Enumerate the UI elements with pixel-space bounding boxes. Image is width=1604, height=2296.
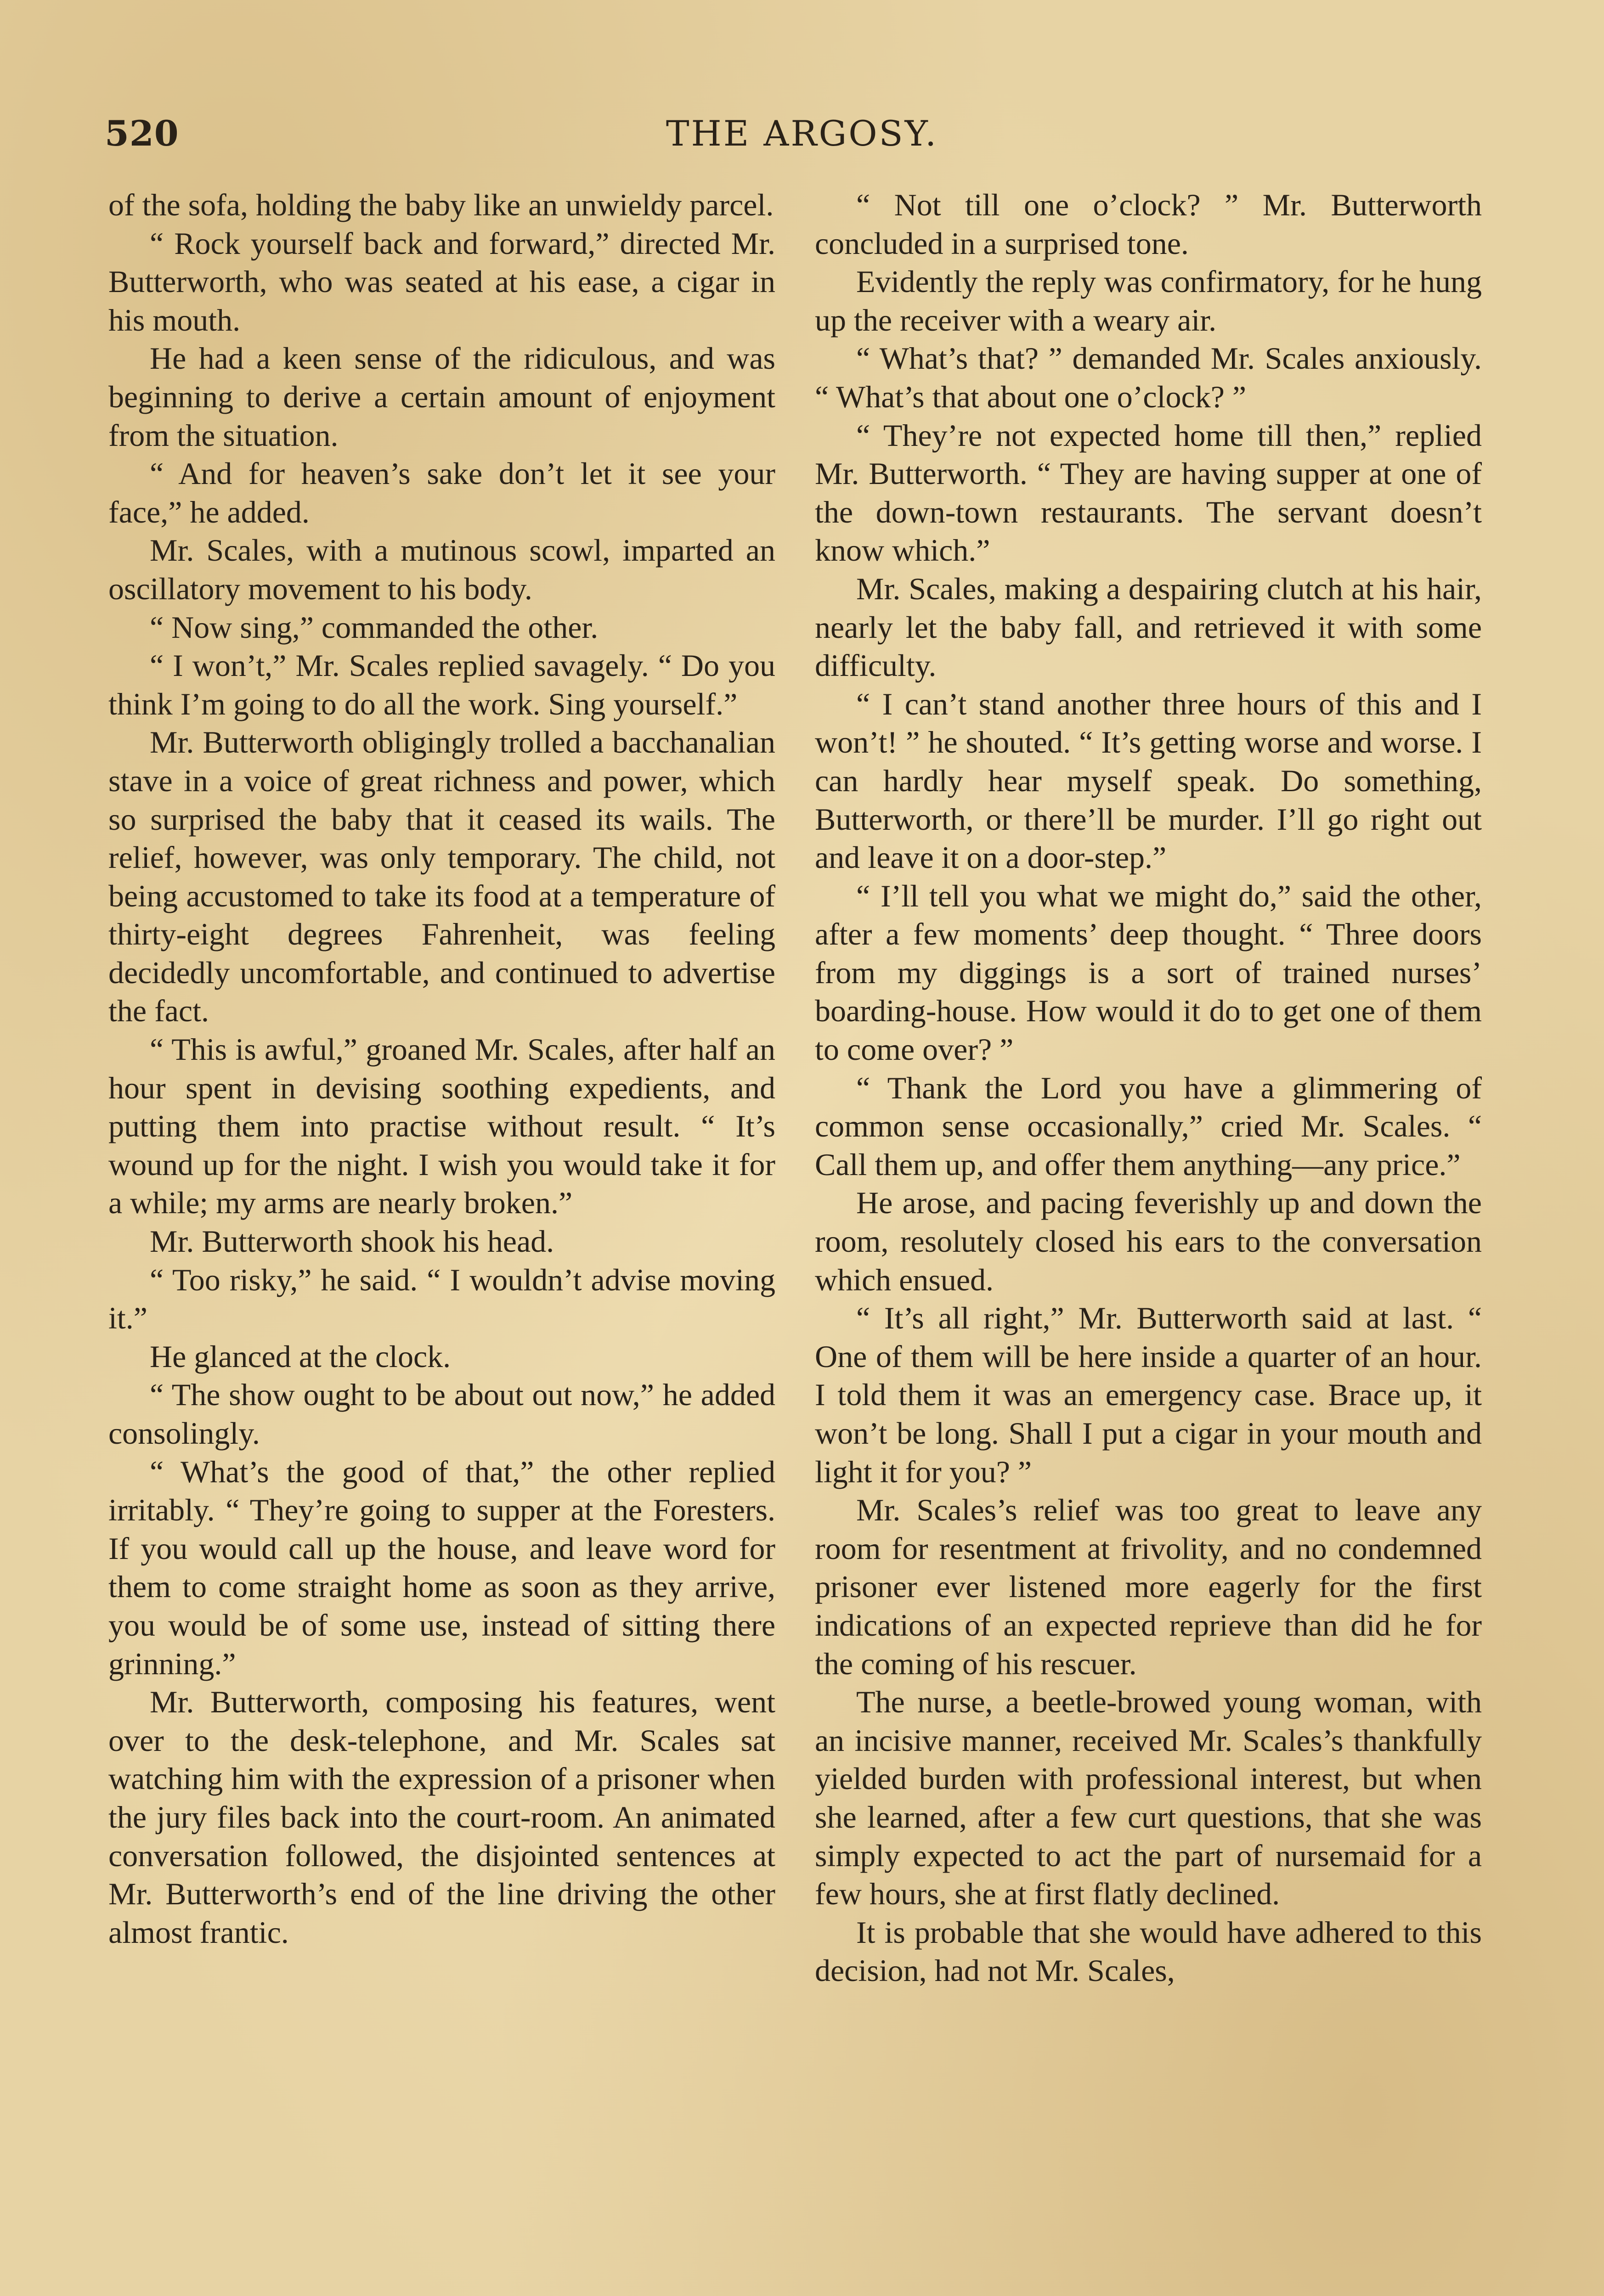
- paragraph: “ They’re not expected home till then,” replied Mr. Butterworth. “ They are having supper at one of the down-town restaurants. The servant doesn’t know which.”: [815, 417, 1482, 568]
- paragraph: Mr. Scales, making a despairing clutch at his hair, nearly let the baby fall, and retrieved it with some difficulty.: [815, 571, 1482, 683]
- paragraph: “ Rock yourself back and forward,” directed Mr. Butterworth, who was seated at his ease, a cigar in his mouth.: [108, 225, 775, 338]
- paragraph: “ This is awful,” groaned Mr. Scales, after half an hour spent in devising soothing expedients, and putting them into practise without result. “ It’s wound up for the night. I wish you would take it for a while; my arms are nearly broken.”: [108, 1032, 775, 1221]
- paragraph: of the sofa, holding the baby like an unwieldy parcel.: [108, 187, 774, 222]
- paragraph: Mr. Butterworth shook his head.: [150, 1224, 554, 1259]
- paragraph: The nurse, a beetle-browed young woman, with an incisive manner, received Mr. Scales’s thankfully yielded burden with professional interest, but when she learned, after a few curt questions, that she was simply expected to act the part of nursemaid for a few hours, she at first flatly declined.: [815, 1684, 1482, 1912]
- paragraph: “ It’s all right,” Mr. Butterworth said at last. “ One of them will be here inside a quarter of an hour. I told them it was an emergency case. Brace up, it won’t be long. Shall I put a cigar in your mouth and light it for you? ”: [815, 1300, 1482, 1489]
- paragraph: It is probable that she would have adhered to this decision, had not Mr. Scales,: [815, 1914, 1482, 1988]
- text-column-left: [108, 186, 775, 1952]
- paragraph: “ And for heaven’s sake don’t let it see your face,” he added.: [108, 456, 775, 529]
- paragraph: Mr. Butterworth obligingly trolled a bacchanalian stave in a voice of great richness and power, which so surprised the baby that it ceased its wails. The relief, however, was only temporary. The child, not being accustomed to take its food at a temperature of thirty-eight degrees Fahrenheit, was feeling decidedly uncomfortable, and continued to advertise the fact.: [108, 725, 775, 1029]
- paragraph: “ I won’t,” Mr. Scales replied savagely. “ Do you think I’m going to do all the work. Sing yourself.”: [108, 648, 775, 721]
- paragraph: “ I’ll tell you what we might do,” said the other, after a few moments’ deep thought. “ Three doors from my diggings is a sort of trained nurses’ boarding-house. How would it do to get one of them to come over? ”: [815, 878, 1482, 1067]
- paragraph: “ Thank the Lord you have a glimmering of common sense occasionally,” cried Mr. Scales. “ Call them up, and offer them anything—any price.”: [815, 1070, 1482, 1182]
- paragraph: “ Too risky,” he said. “ I wouldn’t advise moving it.”: [108, 1262, 775, 1336]
- paragraph: “ Now sing,” commanded the other.: [150, 609, 599, 645]
- paragraph: Mr. Scales, with a mutinous scowl, imparted an oscillatory movement to his body.: [108, 533, 775, 606]
- paragraph: “ The show ought to be about out now,” he added consolingly.: [108, 1377, 775, 1451]
- page-number: 520: [105, 113, 179, 154]
- paragraph: Mr. Scales’s relief was too great to leave any room for resentment at frivolity, and no condemned prisoner ever listened more eagerly for the first indications of an expected reprieve than did he for the coming of his rescuer.: [815, 1492, 1482, 1681]
- paragraph: He had a keen sense of the ridiculous, and was beginning to derive a certain amount of enjoyment from the situation.: [108, 341, 775, 453]
- running-head: THE ARGOSY.: [666, 113, 938, 154]
- paragraph: “ What’s that? ” demanded Mr. Scales anxiously. “ What’s that about one o’clock? ”: [815, 341, 1482, 414]
- paragraph: Mr. Butterworth, composing his features, went over to the desk-telephone, and Mr. Scales sat watching him with the expression of a prisoner when the jury files back into the court-room. An animated conversation followed, the disjointed sentences at Mr. Butterworth’s end of the line driving the other almost frantic.: [108, 1684, 775, 1950]
- paragraph: “ What’s the good of that,” the other replied irritably. “ They’re going to supper at the Foresters. If you would call up the house, and leave word for them to come straight home as soon as they arrive, you would be of some use, instead of sitting there grinning.”: [108, 1454, 775, 1681]
- paragraph: Evidently the reply was confirmatory, for he hung up the receiver with a weary air.: [815, 264, 1482, 338]
- paragraph: “ I can’t stand another three hours of this and I won’t! ” he shouted. “ It’s getting worse and worse. I can hardly hear myself speak. Do something, Butterworth, or there’ll be murder. I’ll go right out and leave it on a door-step.”: [815, 686, 1482, 875]
- text-column-right: [815, 186, 1482, 1990]
- paragraph: He arose, and pacing feverishly up and down the room, resolutely closed his ears to the conversation which ensued.: [815, 1185, 1482, 1297]
- paragraph: “ Not till one o’clock? ” Mr. Butterworth concluded in a surprised tone.: [815, 187, 1482, 261]
- paragraph: He glanced at the clock.: [150, 1339, 451, 1374]
